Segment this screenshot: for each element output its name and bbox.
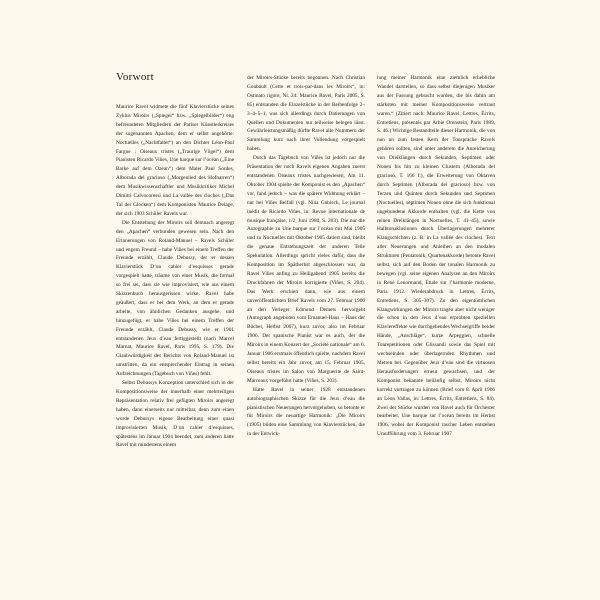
text-column-1 [116, 103, 234, 450]
paragraph: Selbst Debussys Konzeption unterschied sich in der Kompositionsweise der innerhalb einer mehrteiligen Repräsentation relativ frei gefügten Miroirs angeregt haben, dann einerseits nur mittelbar, denn zum einen wurde Debussys eigene Bearbeitung einer quasi improvisierten Musik, D’un cahier d’esquisses, spätestens im Januar 1904 beendet, zum anderen hatte Ravel mit mindestens einem [116, 380, 234, 449]
text-column-2 [247, 74, 365, 439]
paragraph: Hatte Ravel in seiner 1928 entstandenen autobiographischen Skizze für die Jeux d’eau die pianistischen Neuerungen hervorgehoben, so betonte er für Miroirs die neuartige Harmonik: „Die Miroirs (1905) bilden eine Sammlung von Klavierstücken, die in der Entwick- [247, 386, 365, 438]
text-column-3 [377, 74, 495, 439]
paragraph: Durch das Tagebuch von Viñes ist jedoch nur die Präsentation der noch Ravels eigenen Angaben zuerst entstandenen Oiseaux tristes nachgewiesen, Am 11. Oktober 1904 spielte der Komponist es den „Apachen“ vor, fand jedoch – was die spätere Widmung erklärt – nur bei Viñes Beifall (vgl. Nina Gubisch, Le journal inédit de Ricardo Viñes, in: Revue internationale de musique française, 1/2, Juni 1980, S. 203). Die nur die Autographie zu Une barque sur l’océan mit Mai 1905 und zu Noctuelles mit Oktober 1905 datiert sind, bleibt die genaue Entstehungszeit der anderen Teile Spekulation. Allerdings spricht vieles dafür, dass die Komposition im Spätherbst abgeschlossen war, da Ravel Viñes anfing zu Heiligabend 1905 bereits die Druckfahnen der Miroirs korrigierte (Viñes, S. 204). Das Werk erschien dann, wie aus einem unveröffentlichten Brief Ravels vom 27. Februar 1906 an den Verleger Edmond Demets hervorgeht (Autograph angeboten vom Emanuel-Haus – Haus der Bücher, Herbst 2007), kurz zuvor, also im Februar 1906. Der spanische Pianist war es auch, der die Miroirs in einem Konzert der „Société nationale“ am 6. Januar 1906 erstmals öffentlich spielte, nachdem Ravel selbst bereits ein Jahr zuvor, am 15. Februar 1905, Oiseaux tristes im Salon von Marguerite de Saint-Marceaux vorgeführt hatte (Viñes, S. 203). [247, 155, 365, 384]
paragraph: der Miroirs-Stücke bereits begonnen. Nach Christian Goubault (Cette et trois-par-dans les Miroirs“, in: Ostinato rigore, Nr. 24: Maurice Ravel, Paris 2005, S. 85) entstanden die Einzelstücke in der Reihenfolge 2–3–4–5–1, was sich allerdings durch Datierungen von Quellen und Dokumenten nur teilweise belegen lässt. Gewährleistungsmäßig dürfte Ravel alle Nummern der Sammlung kurz nach ihrer Vollendung vorgespielt haben. [247, 75, 365, 153]
page-title: Vorwort [116, 71, 154, 83]
paragraph: Die Entstehung der Miroirs soll demnach angeregt den „Apachen“ verbunden gewesen sein. Nach den Erinnerungen von Roland-Manuel – Ravels Schüler und engem Freund – habe Viñes bei einem Treffen der Freunde erzählt, Claude Debussy, der er dessen Klavierstück D’un cahier d’esquisses gerade vorgespielt hatte, träume von einer Musik, die formal so frei sei, dass sie wie improvisiert, wie aus einem Skizzenbuch herausgerissen wirke. Ravel habe geäußert, dass er bei dem Werk, an dem er gerade arbeite, von ähnlichen Gedanken ausgehe, und hinzugefügt, er habe Viñes bei einem Treffen der Freunde erzählt, Claude Debussy, wie er 1901 entstandenen Jeux d’eau fertiggestellt (nach Marcel Marnat, Maurice Ravel, Paris 1995, S. 179). Die Glaubwürdigkeit des Berichts von Roland-Manuel ist umstritten, da ein entsprechender Eintrag in seinen Aufzeichnungen (Tagebuch von Viñes) fehlt. [116, 219, 234, 378]
paragraph: Maurice Ravel widmete die fünf Klavierstücke seines Zyklus Miroirs („Spiegel“ bzw. „Spiegelbilder“) eng befreundeten Mitgliedern der Pariser Künstlerkreises der sogenannten Apachen, dem er selbst angehörte: Noctuelles („Nachtfalter“) an den Dichter Léon-Paul Fargue ; Oiseaux tristes („Traurige Vögel“) dem Pianisten Ricardo Viñes, Une barque sur l’océan („Eine Barke auf dem Ozean“) dem Maler Paul Sordes, Alborada del gracioso („Morgenlied des Hofnarren“) dem Musikwissenschaftler und Musikkritiker Michel Dimitri Calvocoressi und La vallée des cloches („Das Tal der Glocken“) dem Komponisten Maurice Delage, der sich 1903 Schüler Ravels war. [116, 104, 234, 217]
paragraph: lung meiner Harmonik eine ziemlich erhebliche Wandel darstellen, so dass selbst diejenigen Musiker aus der Fassung gebracht wurden, die bis dahin am stärksten mit meiner Kompositionsweise vertraut waren.“ (Zitiert nach: Maurice Ravel. Lettres, Écrits, Entretiens, présentés par Arbie Orenstein, Paris 1989, S. 46.) Wichtige Bestandteile dieser Harmonik, die von nun an zum festen Kern der Tonsprache Ravels gehören sollten, sind unter anderem die Anreicherung von Dreiklängen durch Sekunden, Septimen oder Nonen bis hin zu kleinen Clustern (Alborada del gracioso, T. 166 f.), die Erweiterung von Oktaven durch Septimen (Alborada del gracioso) bzw. von Terzen und Quinten durch Sekunden und Septimen (Noctuelles), septimen Nonen ohne die sich funktional ungebundene Akkorde enthalten (vgl. die Kette von reinen Dreiklängen in Noctuelles, T. 41–45), sowie Halbtonaklusionen durch Überlagerungen mehrerer Klangschichten (z. B. in La vallée des cloches). Text aller Neuerungen und Anleihen an den modalen Strukturen (Pentatonik, Quartenakkorde) betonte Ravel selbst, sich auf den Boden der tonalen Harmonik zu bewegen (vgl. seine eigenen Analysen an den Miroirs in René Lenormand, Étude sur l’harmonie moderne, Paris 1912. Wiederabdruck in Lettres, Écrits, Entretiens, S. 305–307). Zu den eigentümlichen Klangwirkungen der Miroirs tragen aber nicht weniger die schon in den Jeux d’eau erprobten speziellen Klaviereffekte wie durchgehendes Wechselgriffe beider Hände, „Anschläge“, kurze Arpeggien, schnelle Tonrepetitionen oder Glissandi sowie das Spiel mit wechselnden oder überlagernden Rhythmen und Metren bei. Gegenüber Jeux d’eau sind die virtuosen Herausforderungen erneut gewachsen, und der Komponist bekannte beiläufig selbst, Miroirs nicht korrekt vortragen zu können (Brief vom 8. April 1906 an Léon Vallas, in: Lettres, Écrits, Entretiens, S. 84). Zwei der Stücke wurden von Ravel auch für Orchester bearbeitet, Une barque sur l’océan bereits im Herbst 1906, wobei der Komponist rascher Leben entstehen Uraufführung vom 3. Februar 1907 [377, 75, 495, 438]
